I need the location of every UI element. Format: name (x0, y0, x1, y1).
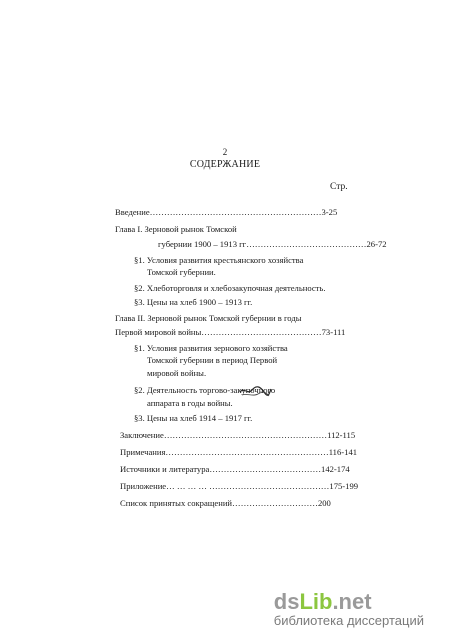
toc-entry: Глава I. Зерновой рынок Томской (115, 224, 237, 234)
toc-entry: §3. Цены на хлеб 1914 – 1917 гг. (134, 413, 253, 423)
toc-entry: Приложение… … … … ……………………………………175-199 (120, 481, 359, 491)
page-title: СОДЕРЖАНИЕ (189, 159, 261, 170)
toc-entry: Заключение…………………………………………………112-115 (120, 430, 356, 440)
dslib-logo (274, 591, 424, 628)
toc-entry: Томской губернии. (147, 267, 216, 277)
toc-entry: губернии 1900 – 1913 гг……………………………………26-72 (158, 239, 387, 249)
toc-entry: §2. Хлеботорговля и хлебозакупочная деятельность. (134, 283, 326, 293)
toc-entry: Первой мировой войны……………………………………73-111 (115, 327, 346, 337)
ink-smudge (238, 384, 272, 398)
page-number: 2 (222, 147, 228, 157)
toc-entry: §3. Цены на хлеб 1900 – 1913 гг. (134, 297, 253, 307)
toc-entry: Список принятых сокращений…………………………200 (120, 498, 331, 508)
logo-tagline: библиотека диссертаций (273, 613, 424, 628)
toc-entry: Томской губернии в период Первой (147, 355, 278, 365)
toc-entry: мировой войны. (147, 368, 207, 378)
toc-entry: §1. Условия развития крестьянского хозяйства (134, 255, 304, 265)
toc-entry: §1. Условия развития зернового хозяйства (134, 343, 288, 353)
toc-entry: Глава II. Зерновой рынок Томской губернии в годы (115, 313, 302, 323)
toc-entry: §2. Деятельность торгово-закупочного (134, 385, 276, 395)
toc-entry: Источники и литература…………………………………142-174 (120, 464, 350, 474)
toc-entry: Примечания…………………………………………………116-141 (120, 447, 358, 457)
logo-wordmark: dsLib.net (273, 589, 372, 614)
page-column-label: Стр. (330, 182, 348, 192)
toc-entry: аппарата в годы войны. (147, 398, 233, 408)
toc-entry: Введение……………………………………………………3-25 (115, 207, 338, 217)
